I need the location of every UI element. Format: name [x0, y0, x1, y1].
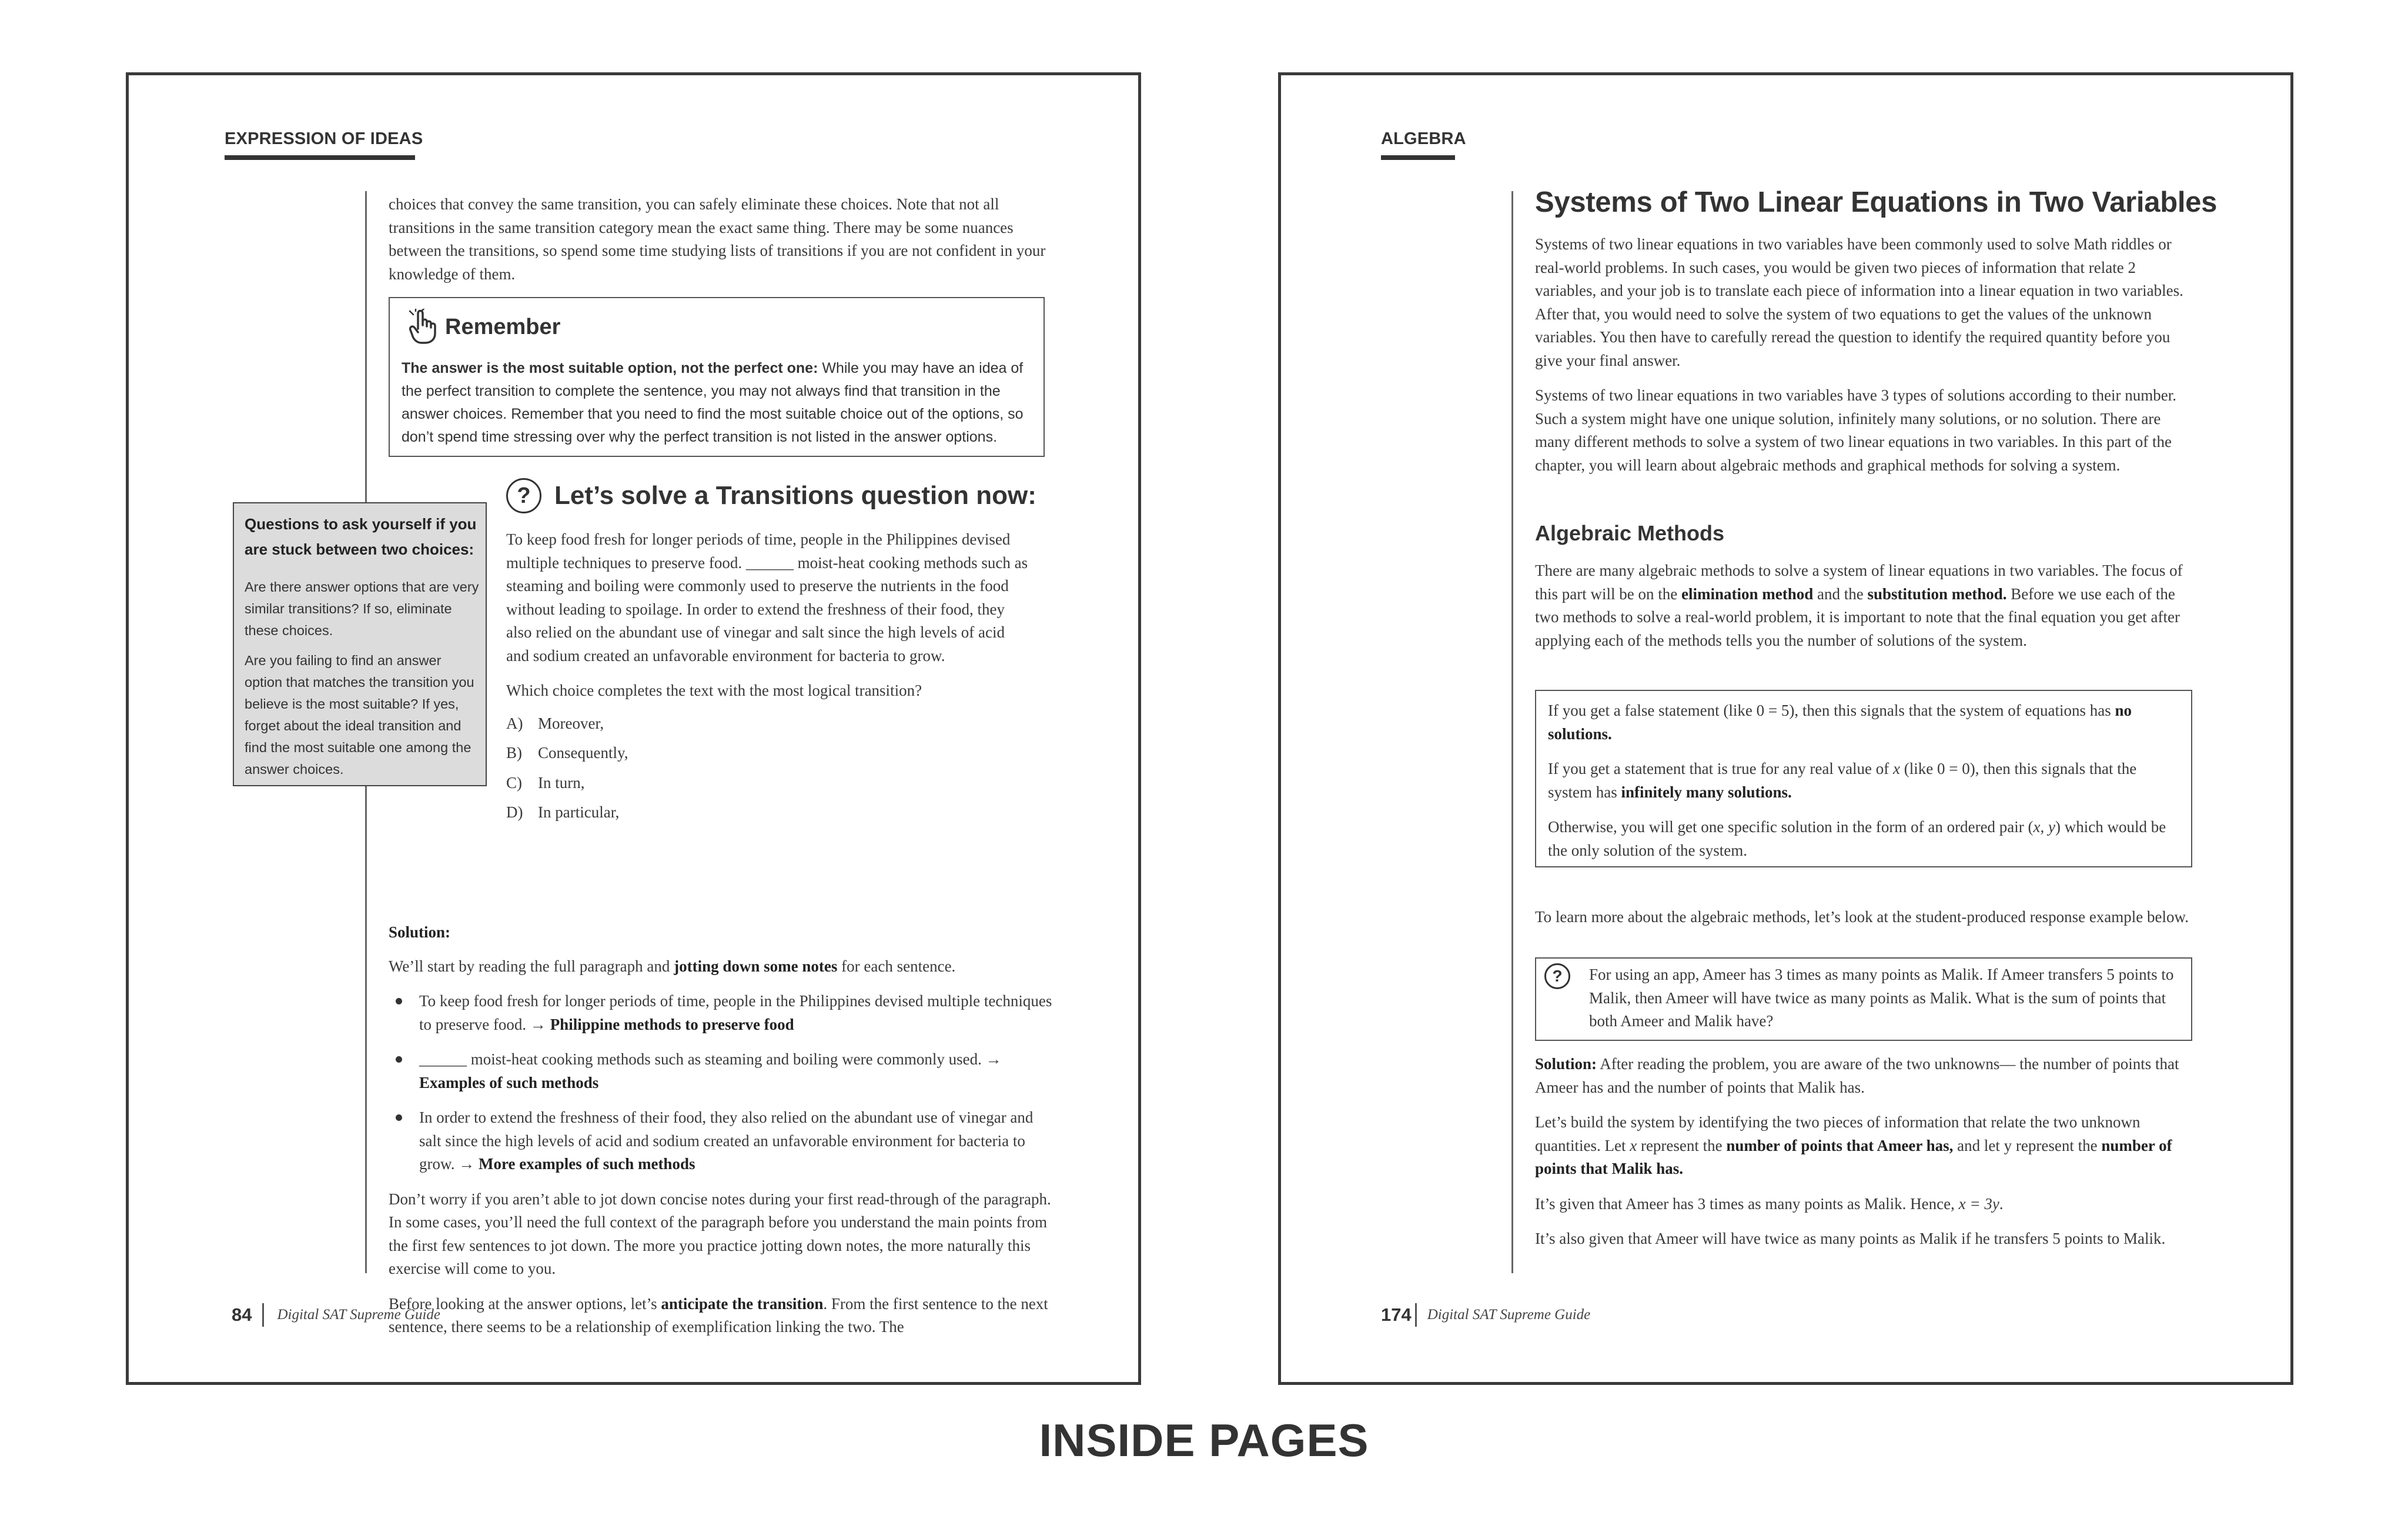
box-p3-b: ) which would be the only solution of the system.	[1548, 818, 2166, 859]
question-heading-text: Let’s solve a Transitions question now:	[554, 481, 1036, 510]
solution-block	[389, 921, 1059, 1351]
example-intro	[1535, 906, 2192, 941]
p3-b: elimination method	[1681, 585, 1814, 603]
p3-a: There are many algebraic methods to solve a system of linear equations in two variables. The focus of this part will be on the	[1535, 562, 2183, 603]
intro-text: choices that convey the same transition, you can safely eliminate these choices. Note that not all transitions in the same transition category mean the exact same thing. There may be some nuances between the transitions, so spend some time studying lists of transitions if you are not confident in your knowledge of them.	[389, 195, 1046, 283]
option-text: Moreover,	[538, 714, 604, 732]
unique-solution-note	[1548, 816, 2180, 862]
paragraph-3	[1535, 559, 2192, 652]
anticipate-c: . From the first sentence to the next sentence, there seems to be a relationship of exemplification linking the two. The	[389, 1294, 1048, 1336]
p5-c: number of points that Ameer has,	[1726, 1136, 1954, 1154]
solution-label: Solution:	[1535, 1055, 1597, 1073]
sidebar-paragraph: Are you failing to find an answer option that matches the transition you believe is the most suitable? If yes, forget about the ideal transition and find the most suitable one among the answer choices.	[245, 653, 474, 777]
pointing-hand-icon	[405, 309, 439, 345]
box-p3-x: x	[2033, 818, 2041, 836]
paragraph-6	[1535, 1193, 2192, 1216]
right-page	[1278, 72, 2293, 1385]
remember-lead: The answer is the most suitable option, not the perfect one:	[402, 360, 818, 376]
option-letter: C)	[506, 773, 522, 792]
sidebar-title: Questions to ask yourself if you are stuck between two choices:	[245, 515, 477, 558]
solution-intro-b: jotting down some notes	[674, 957, 838, 975]
answer-option-a[interactable]	[506, 712, 1029, 736]
question-heading	[506, 478, 1036, 513]
right-page-header: ALGEBRA	[1381, 129, 1466, 148]
option-letter: A)	[506, 714, 523, 732]
question-mark-icon: ?	[506, 478, 541, 513]
p5-d: and let y represent the	[1953, 1136, 2102, 1154]
p5-x: x	[1630, 1136, 1637, 1154]
left-page	[126, 72, 1141, 1385]
paragraph-4: To learn more about the algebraic methods, let’s look at the student-produced response example below.	[1535, 908, 2189, 926]
box-p3-y: y	[2048, 818, 2055, 836]
list-item	[389, 1106, 1059, 1176]
left-footer	[232, 1303, 440, 1327]
remember-text	[402, 357, 1031, 449]
box-p3-comma: ,	[2040, 818, 2049, 836]
question-mark-icon: ?	[1544, 963, 1570, 989]
tips-sidebar	[233, 502, 487, 786]
box-p2-a: If you get a statement that is true for any real value of	[1548, 760, 1894, 777]
worry-paragraph: Don’t worry if you aren’t able to jot down concise notes during your first read-through of the paragraph. In some cases, you’ll need the full context of the paragraph before you understand the main points from the first few sentences to jot down. The more you practice jotting down notes, the more naturally this exercise will come to you.	[389, 1190, 1051, 1277]
equation: x = 3y	[1958, 1194, 1999, 1213]
right-footer	[1381, 1303, 1590, 1327]
anticipate-a: Before looking at the answer options, let’s	[389, 1294, 661, 1313]
p3-c: and the	[1813, 585, 1868, 603]
p5-b: represent the	[1637, 1136, 1727, 1154]
paragraph-7: It’s also given that Ameer will have twice as many points as Malik if he transfers 5 points to Malik.	[1535, 1230, 2166, 1247]
box-p2-x: x	[1893, 760, 1901, 777]
anticipate-paragraph	[389, 1293, 1059, 1339]
bullet-note: Philippine methods to preserve food	[550, 1015, 794, 1033]
remember-heading	[405, 309, 560, 345]
solution-types-box	[1535, 690, 2192, 867]
p6-a: It’s given that Ameer has 3 times as many points as Malik. Hence,	[1535, 1194, 1959, 1213]
example-solution	[1535, 1053, 2192, 1263]
left-page-header: EXPRESSION OF IDEAS	[225, 129, 423, 148]
remember-title: Remember	[445, 314, 561, 339]
option-text: In particular,	[538, 803, 620, 821]
solution-paragraph	[1535, 1053, 2192, 1099]
notes-list	[389, 990, 1059, 1176]
sidebar-paragraph: Are there answer options that are very similar transitions? If so, eliminate these choices.	[245, 579, 479, 638]
bullet-text: ______ moist-heat cooking methods such as steaming and boiling were commonly used. →	[419, 1050, 1002, 1068]
option-letter: D)	[506, 803, 523, 821]
paragraph-5	[1535, 1111, 2192, 1181]
inside-pages-caption: INSIDE PAGES	[1039, 1414, 1369, 1466]
right-header-rule	[1381, 155, 1455, 160]
right-vertical-rule	[1511, 191, 1513, 1273]
subheading-algebraic-methods: Algebraic Methods	[1535, 521, 1725, 545]
bullet-text: In order to extend the freshness of their food, they also relied on the abundant use of vinegar and salt since the high levels of acid and sodium created an unfavorable environment for bacteria to grow. →	[419, 1109, 1034, 1173]
list-item	[389, 1048, 1059, 1094]
left-header-rule	[225, 155, 415, 160]
answer-option-b[interactable]	[506, 742, 1029, 765]
question-text: Which choice completes the text with the most logical transition?	[506, 682, 922, 699]
solution-label: Solution:	[389, 923, 451, 941]
bullet-text: To keep food fresh for longer periods of time, people in the Philippines devised multiple techniques to preserve food. →	[419, 992, 1052, 1033]
bullet-note: Examples of such methods	[419, 1073, 599, 1091]
page-number: 174	[1381, 1304, 1412, 1325]
paragraph-1: Systems of two linear equations in two variables have been commonly used to solve Math riddles or real-world problems. In such cases, you would be given two pieces of information that relate 2 variables, and your job is to translate each piece of information into a linear equation in two variables. After that, you would need to solve the system of two equations to get the values of the unknown variables. You then have to carefully reread the question to identify the required quantity before you give your final answer.	[1535, 235, 2183, 369]
p6-b: .	[1999, 1194, 2004, 1213]
anticipate-b: anticipate the transition	[661, 1294, 824, 1313]
passage-text: To keep food fresh for longer periods of time, people in the Philippines devised multiple techniques to preserve food. ______ moist-heat cooking methods such as steaming and boiling were commonly used to preserve the nutrients in the food without leading to spoilage. In order to extend the freshness of their food, they also relied on the abundant use of vinegar and salt since the high levels of acid and sodium created an unfavorable environment for bacteria to grow.	[506, 530, 1028, 665]
box-p3-a: Otherwise, you will get one specific solution in the form of an ordered pair (	[1548, 818, 2034, 836]
page-number: 84	[232, 1304, 252, 1325]
p3-d: substitution method.	[1867, 585, 2007, 603]
list-item	[389, 990, 1059, 1036]
sidebar-body	[245, 576, 480, 780]
box-p1-a: If you get a false statement (like 0 = 5), then this signals that the system of equations has	[1548, 702, 2115, 719]
footer-separator	[262, 1303, 264, 1327]
remember-body: While you may have an idea of the perfect transition to complete the sentence, you may not always find that transition in the answer choices. Remember that you need to find the most suitable choice out of the options, so don’t spend time stressing over why the perfect transition is not listed in the answer options.	[402, 360, 1024, 445]
option-letter: B)	[506, 744, 522, 762]
box-p2-c: infinitely many solutions.	[1621, 783, 1792, 801]
solution-types-text	[1548, 699, 2180, 862]
option-text: In turn,	[538, 773, 585, 792]
bullet-note: More examples of such methods	[479, 1155, 695, 1173]
section-title: Systems of Two Linear Equations in Two Variables	[1535, 186, 2218, 218]
answer-option-c[interactable]	[506, 772, 1029, 795]
solution-intro-a: We’ll start by reading the full paragraph and	[389, 957, 674, 975]
intro-paragraph	[389, 193, 1059, 298]
answer-option-d[interactable]	[506, 801, 1029, 824]
example-question-text: For using an app, Ameer has 3 times as many points as Malik. If Ameer transfers 5 points to Malik, then Ameer will have twice as many points as Malik. What is the sum of points that both Ameer and Malik have?	[1589, 966, 2174, 1030]
question-block	[506, 528, 1029, 831]
box-p1-b: no solutions.	[1548, 702, 2132, 743]
p3-e: Before we use each of the two methods to solve a real-world problem, it is important to note that the final equation you get after applying each of the methods tells you the number of solutions of the system.	[1535, 585, 2180, 649]
methods-intro	[1535, 559, 2192, 664]
solution-text: After reading the problem, you are aware of the two unknowns— the number of points that Ameer has and the number of points that Malik has.	[1535, 1055, 2179, 1096]
paragraph-2: Systems of two linear equations in two variables have 3 types of solutions according to their number. Such a system might have one unique solution, infinitely many solutions, or no solution. There are many different methods to solve a system of two linear equations in two variables. In this part of the chapter, you will learn about algebraic methods and graphical methods for solving a system.	[1535, 386, 2177, 474]
solution-intro	[389, 955, 1059, 979]
remember-box	[389, 297, 1045, 457]
book-title: Digital SAT Supreme Guide	[277, 1307, 441, 1323]
no-solution-note	[1548, 699, 2180, 746]
solution-intro-c: for each sentence.	[837, 957, 956, 975]
example-question-box	[1535, 957, 2192, 1041]
book-title: Digital SAT Supreme Guide	[1427, 1307, 1591, 1323]
intro-section	[1535, 233, 2192, 489]
box-p2-b: (like 0 = 0), then this signals that the system has	[1548, 760, 2137, 801]
p5-e: number of points that Malik has.	[1535, 1136, 2172, 1177]
footer-separator	[1415, 1303, 1417, 1327]
option-text: Consequently,	[538, 744, 628, 762]
p5-a: Let’s build the system by identifying the two pieces of information that relate the two unknown quantities. Let	[1535, 1113, 2141, 1154]
infinite-solution-note	[1548, 757, 2180, 804]
